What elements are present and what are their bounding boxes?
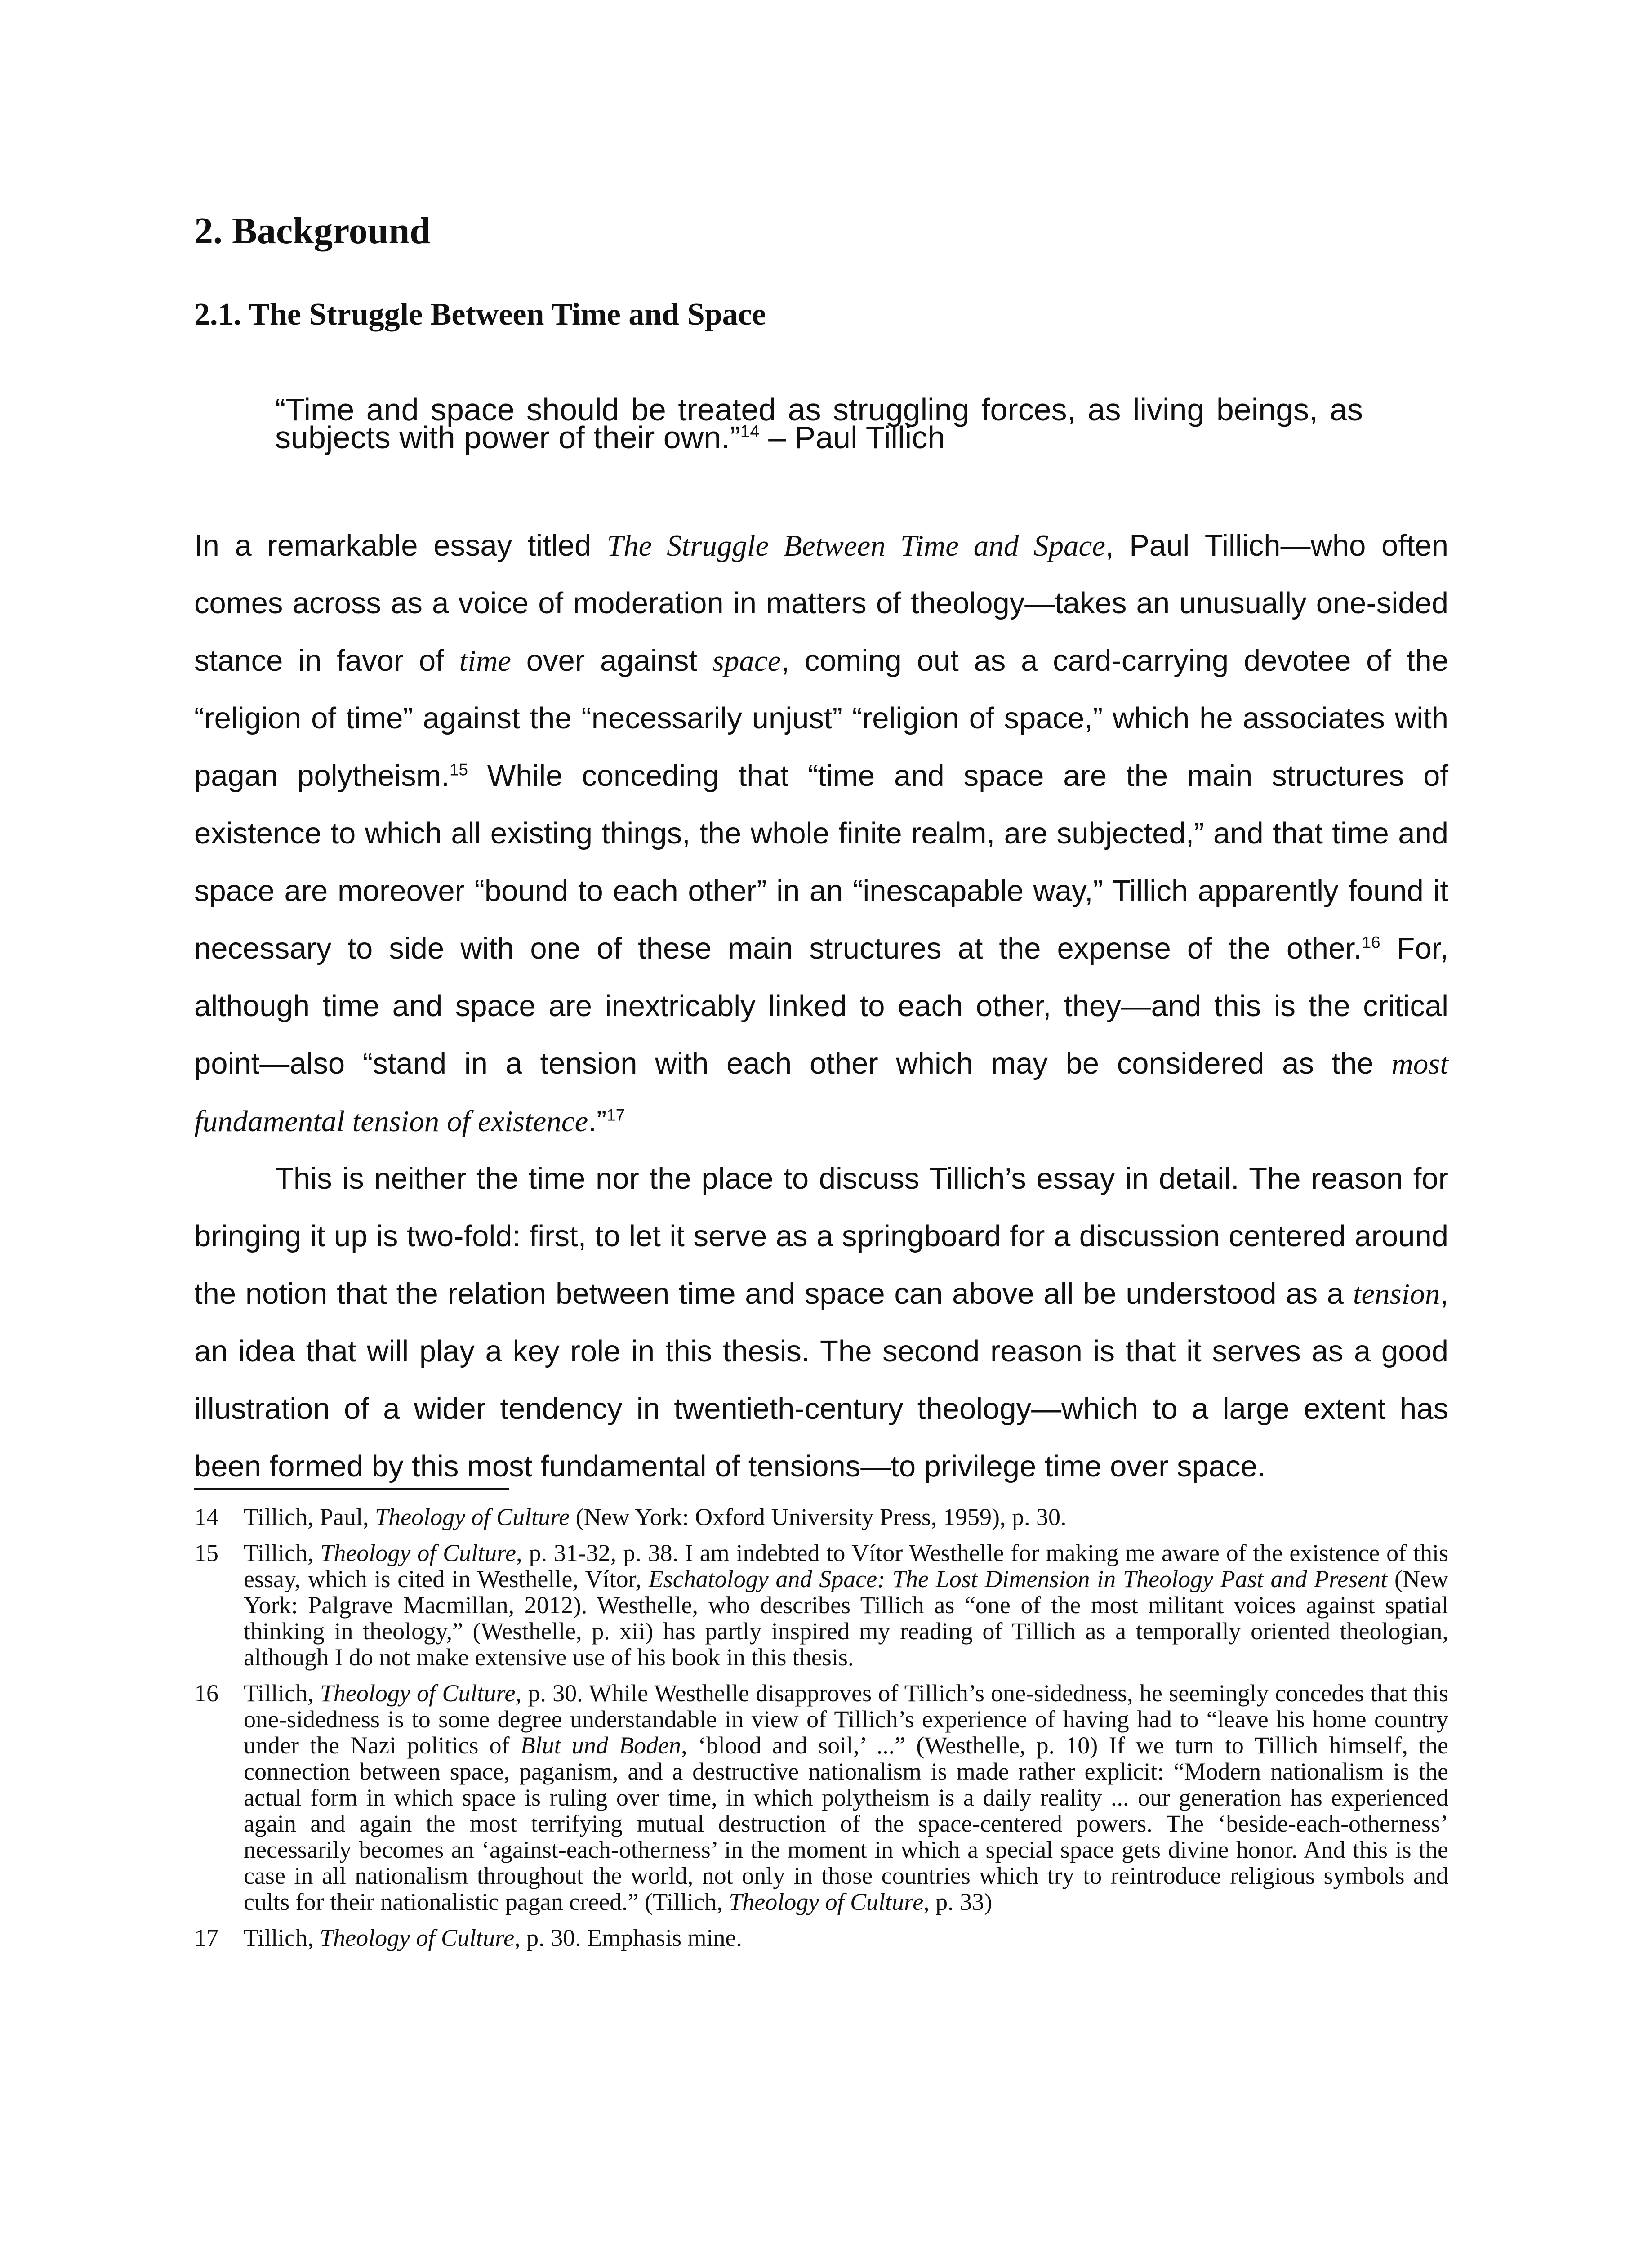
footnote-number: 17 — [194, 1924, 218, 1951]
text-run: , an idea that will play a key role in this thesis. The second reason is that it serves as a good illustration of a wider tendency in twentieth-century theology—which to a large extent has been formed by this most fundamental of tensions—to privilege time over space. — [194, 1277, 1448, 1483]
text-run: For, although time and space are inextricably linked to each other, they—and this is the critical point—also “stand in a tension with each other which may be considered as the — [194, 932, 1448, 1080]
emphasis-space: space — [712, 644, 781, 678]
text-run: In a remarkable essay titled — [194, 529, 607, 562]
book-title: Theology of Culture — [320, 1924, 515, 1951]
footnote-16 — [194, 1680, 1448, 1915]
footnote-17 — [194, 1925, 1448, 1951]
text-run: (New York: Oxford University Press, 1959), p. 30. — [570, 1503, 1067, 1530]
text-run: , coming out as a card-carrying devotee of the “religion of time” against the “necessarily unjust” “religion of space,” which he associates with pagan polytheism. — [194, 644, 1448, 793]
essay-title: The Struggle Between Time and Space — [606, 529, 1105, 562]
footnotes — [194, 1504, 1448, 1961]
emphasis-tension: tension — [1353, 1277, 1440, 1311]
text-run: , Paul Tillich—who often comes across as a voice of moderation in matters of theology—takes an unusually one-sided stance in favor of — [194, 529, 1448, 678]
footnote-ref-15[interactable]: 15 — [450, 760, 468, 779]
footnote-number: 16 — [194, 1680, 218, 1707]
book-title: Theology of Culture — [375, 1503, 570, 1530]
text-run: .” — [588, 1104, 607, 1138]
emphasis-time: time — [459, 644, 511, 678]
text-run: This is neither the time nor the place to discuss Tillich’s essay in detail. The reason for bringing it up is two-fold: first, to let it serve as a springboard for a discussion centered around the notion that the relation between time and space can above all be understood as a — [194, 1162, 1448, 1311]
text-run: over against — [511, 644, 712, 678]
footnote-number: 15 — [194, 1539, 218, 1566]
text-run: Tillich, — [244, 1680, 320, 1707]
footnote-ref-14[interactable]: 14 — [740, 422, 760, 442]
text-run: , ‘blood and soil,’ ...” (Westhelle, p. 10) If we turn to Tillich himself, the connection between space, paganism, and a destructive nationalism is made rather explicit: “Modern nationalism is the actual form in which space is ruling over time, in which polytheism is a daily reality ... our generation has experienced again and again the most terrifying mutual destruction of the space-centered powers. The ‘beside-each-otherness’ necessarily becomes an ‘against-each-otherness’ in the moment in which a special space gets divine honor. And this is the case in all nationalism throughout the world, not only in those countries which try to reintroduce religious symbols and cults for their nationalistic pagan creed.” (Tillich, — [244, 1732, 1448, 1915]
footnote-ref-16[interactable]: 16 — [1362, 933, 1380, 952]
footnote-text — [244, 1504, 1448, 1530]
paragraph-2 — [194, 1150, 1448, 1495]
section-heading: 2. Background — [194, 210, 431, 252]
text-run: , p. 30. While Westhelle disapproves of Tillich’s one-sidedness, he seemingly concedes that this one-sidedness is to some degree understandable in view of Tillich’s experience of having had to “leave his home country under the Nazi politics of — [244, 1680, 1448, 1759]
book-title: Eschatology and Space: The Lost Dimension in Theology Past and Present — [648, 1566, 1388, 1592]
text-run: Tillich, — [244, 1539, 321, 1566]
epigraph-attribution: – Paul Tillich — [759, 420, 945, 455]
text-run: While conceding that “time and space are the main structures of existence to which all existing things, the whole finite realm, are subjected,” and that time and space are moreover “bound to each other” in an “inescapable way,” Tillich apparently found it necessary to side with one of these main structures at the expense of the other. — [194, 759, 1448, 965]
text-run: , p. 30. Emphasis mine. — [514, 1924, 743, 1951]
text-run: Tillich, Paul, — [244, 1503, 375, 1530]
footnote-text — [244, 1925, 1448, 1951]
footnote-text — [244, 1680, 1448, 1915]
text-run: , p. 31-32, p. 38. I am indebted to Vítor Westhelle for making me aware of the existence of this essay, which is cited in Westhelle, Vítor, — [244, 1539, 1448, 1592]
body-text — [194, 517, 1448, 1495]
text-run: , p. 33) — [923, 1888, 993, 1915]
subsection-heading: 2.1. The Struggle Between Time and Space — [194, 297, 766, 332]
book-title: Theology of Culture — [320, 1539, 517, 1566]
epigraph-quote: “Time and space should be treated as struggling forces, as living beings, as subjects with power of their own.” — [275, 392, 1363, 455]
footnote-14 — [194, 1504, 1448, 1530]
book-title: Theology of Culture — [729, 1888, 924, 1915]
paragraph-1 — [194, 517, 1448, 1150]
book-title: Theology of Culture — [320, 1680, 516, 1707]
foreign-phrase: Blut und Boden — [520, 1732, 681, 1759]
epigraph — [275, 392, 1363, 455]
emphasis-fundamental-tension: most fundamental tension of existence — [194, 1047, 1448, 1138]
footnote-15 — [194, 1540, 1448, 1670]
footnote-number: 14 — [194, 1503, 218, 1530]
footnote-text — [244, 1540, 1448, 1670]
footnote-ref-17[interactable]: 17 — [606, 1106, 625, 1124]
footnote-separator — [194, 1488, 509, 1490]
text-run: Tillich, — [244, 1924, 320, 1951]
text-run: (New York: Palgrave Macmillan, 2012). Westhelle, who describes Tillich as “one of the most militant voices against spatial thinking in theology,” (Westhelle, p. xii) has partly inspired my reading of Tillich as a temporally oriented theologian, although I do not make extensive use of his book in this thesis. — [244, 1566, 1448, 1671]
